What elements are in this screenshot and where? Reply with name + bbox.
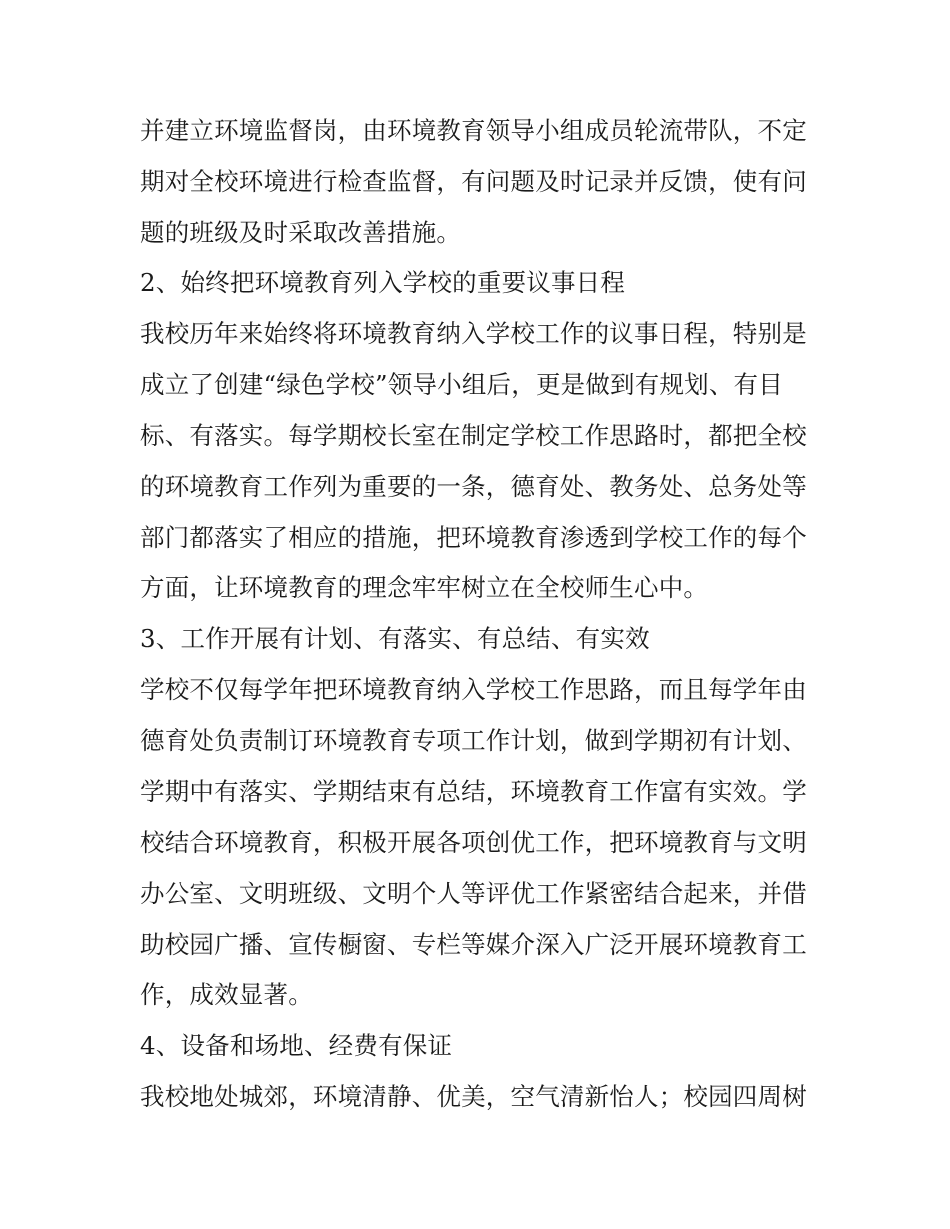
paragraph-line: 并建立环境监督岗，由环境教育领导小组成员轮流带队，不定: [140, 116, 807, 145]
paragraph-line: 助校园广播、宣传橱窗、专栏等媒介深入广泛开展环境教育工: [140, 930, 807, 959]
paragraph-line: 作，成效显著。: [140, 980, 313, 1009]
paragraph-line: 的环境教育工作列为重要的一条，德育处、教务处、总务处等: [140, 472, 807, 501]
paragraph-line: 部门都落实了相应的措施，把环境教育渗透到学校工作的每个: [140, 523, 807, 552]
section-heading-4: 4、设备和场地、经费有保证: [140, 1031, 453, 1060]
paragraph-line: 题的班级及时采取改善措施。: [140, 218, 462, 247]
paragraph-line: 办公室、文明班级、文明个人等评优工作紧密结合起来，并借: [140, 879, 807, 908]
paragraph-line: 方面，让环境教育的理念牢牢树立在全校师生心中。: [140, 573, 709, 602]
section-heading-2: 2、始终把环境教育列入学校的重要议事日程: [140, 268, 626, 297]
paragraph-line: 德育处负责制订环境教育专项工作计划，做到学期初有计划、: [140, 726, 807, 755]
paragraph-line: 学校不仅每学年把环境教育纳入学校工作思路，而且每学年由: [140, 675, 807, 704]
paragraph-line: 我校历年来始终将环境教育纳入学校工作的议事日程，特别是: [140, 319, 807, 348]
paragraph-line: 学期中有落实、学期结束有总结，环境教育工作富有实效。学: [140, 777, 807, 806]
paragraph-line: 期对全校环境进行检查监督，有问题及时记录并反馈，使有问: [140, 167, 807, 196]
paragraph-line: 标、有落实。每学期校长室在制定学校工作思路时，都把全校: [140, 421, 807, 450]
paragraph-line: 校结合环境教育，积极开展各项创优工作，把环境教育与文明: [140, 828, 807, 857]
paragraph-line: 我校地处城郊，环境清静、优美，空气清新怡人；校园四周树: [140, 1082, 807, 1111]
section-heading-3: 3、工作开展有计划、有落实、有总结、有实效: [140, 624, 650, 653]
paragraph-line: 成立了创建“绿色学校”领导小组后，更是做到有规划、有目: [140, 370, 783, 399]
